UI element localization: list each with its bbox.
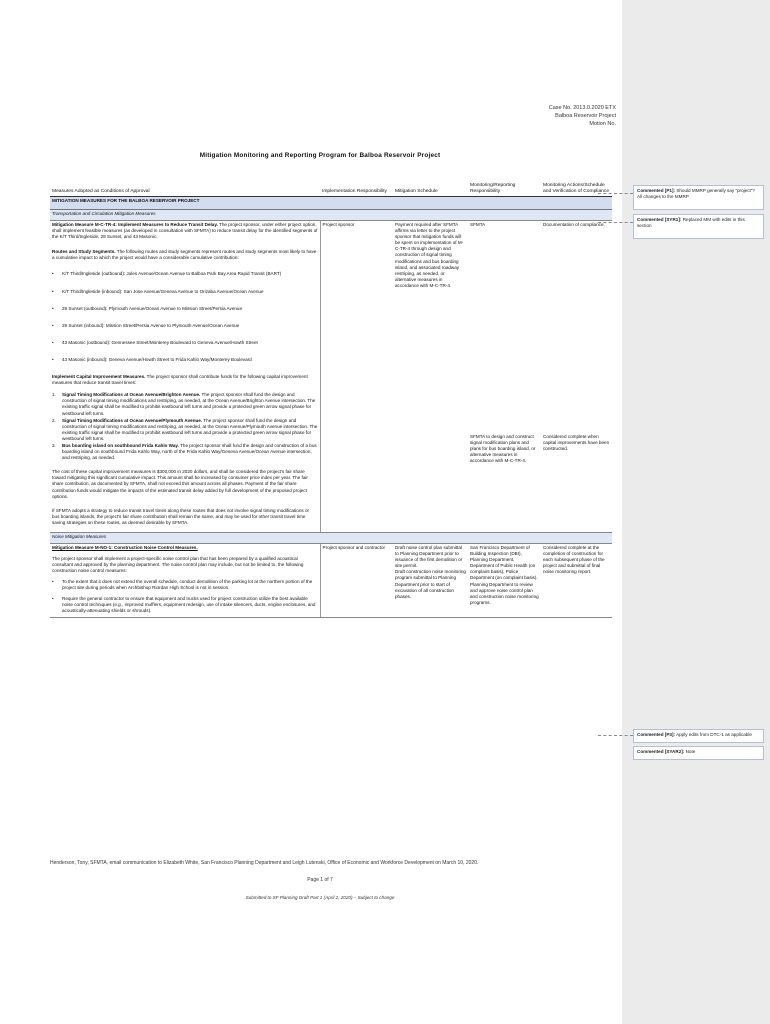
measure-text: The project sponsor, under either project option, shall implement feasible measures (as developed in consultation with SFMTA) to reduce transit delay for the identified segments of the K/T Third/Ingleside, 29 Sunset, and 43 Masonic.	[52, 222, 318, 240]
list-item: 1. Signal Timing Modifications at Ocean Avenue/Brighton Avenue. The project sponsor shall fund the design and construction of signal timing modifications and restriping, as needed, at the Ocean Avenue/Brighton Avenue intersection. The existing traffic signal shall be modified to prohibit eastbound left turns and provide a protected green arrow signal phase for westbound left turns.	[52, 392, 316, 416]
case-number: Case No. 2013.0.2020 ETX	[548, 105, 616, 111]
verification-text-1: Documentation of compliance.	[543, 222, 605, 227]
subsection-transportation: Transportation and Circulation Mitigation Measures	[50, 210, 612, 221]
comment-author: Commented [P1]:	[637, 188, 676, 193]
capital-heading: Implement Capital Improvement Measures.	[52, 374, 146, 380]
sfmta-paragraph: If SFMTA adopts a strategy to reduce transit travel times along these routes that does not involve signal timing modifications or bus boarding islands, the project's fair share contribution shall remain the same, and may be used for other transit travel time saving strategies on these routes, as deemed desirable by SFMTA.	[52, 507, 310, 525]
routes-text: The following routes and study segments represent routes and study segments most likely to have a cumulative impact to which the project would have a considerable cumulative contribution:	[52, 249, 317, 261]
list-item: 2. Signal Timing Modifications at Ocean Avenue/Plymouth Avenue. The project sponsor shall fund the design and construction of signal timing modifications and restriping, as needed, at the Ocean Avenue/Plymouth Avenue intersection. The existing traffic signal shall be modified to prohibit eastbound left turns and provide a protected green arrow signal phase for westbound left turns.	[52, 417, 318, 441]
table-row	[50, 544, 612, 618]
comment-text: Apply edits from DTC-1 as applicable	[676, 732, 752, 737]
comment-connector	[598, 193, 633, 194]
monitoring-cell: San Francisco Department of Building Inspection (DBI), Planning Department, Department of Public Health (on complaint basis), Police Department (on complaint basis). Planning Department to review and approve noise control plan and construction noise monitoring programs.	[468, 544, 541, 618]
project-name: Balboa Reservoir Project	[555, 113, 616, 119]
monitoring-text-1: SFMTA	[470, 222, 486, 227]
noise-measure-title: Mitigation Measure M-NO-1: Construction Noise Control Measures.	[52, 545, 198, 550]
list-item: • 29 Sunset (outbound): Plymouth Avenue/Ocean Avenue to Mission Street/Persia Avenue	[52, 305, 243, 311]
col-header-implementation: Implementation Responsibility	[320, 172, 393, 197]
header-case-info	[496, 104, 616, 128]
monitoring-text-2: SFMTA to design and construct signal modification plans and plans for bus boarding island, or alternative measures in accordance with M-C-TR-4.	[470, 434, 536, 464]
verification-cell	[541, 221, 612, 533]
comment-balloon[interactable]	[633, 185, 764, 210]
capital-text: The project sponsor shall contribute funds for the following capital improvement measures that reduce transit travel times:	[52, 374, 308, 386]
comment-text: Replaced MM with edits in this section	[637, 217, 745, 228]
noise-measure-text: The project sponsor shall implement a project-specific noise control plan that has been prepared by a qualified acoustical consultant and approved by the planning department. The noise control plan may include, but not be limited to, the following construction noise control measures:	[52, 556, 304, 574]
measure-cell	[50, 221, 320, 533]
comments-pane	[622, 0, 770, 1024]
list-item: 3. Bus boarding island on southbound Frida Kahlo Way. The project sponsor shall fund the design and construction of a bus boarding island on southbound Frida Kahlo Way, north of the Frida Kahlo Way/Geneva Avenue/Ocean Avenue intersection, and restriping, as needed.	[52, 442, 317, 461]
list-item: • K/T Third/Ingleside (inbound): San Jose Avenue/Geneva Avenue to Orizaba Avenue/Ocean Avenue	[52, 288, 264, 294]
list-item: • To the extent that it does not extend the overall schedule, conduct demolition of the parking lot at the northern portion of the project site during periods when Archbishop Riordan High School is not in session.	[52, 579, 313, 591]
footnote: Henderson, Tony, SFMTA, email communication to Elizabeth White, San Francisco Planning Department and Leigh Lutenski, Office of Economic and Workforce Development on March 10, 2020.	[50, 860, 479, 866]
comment-connector	[598, 735, 633, 736]
schedule-cell: Payment required after SFMTA affirms via letter to the project sponsor that mitigation funds will be spent on implementation of M-C-TR-4 through design and construction of signal timing modifications and bus boarding island, and associated roadway restriping, as needed, or alternative measures in accordance with M-C-TR-4.	[393, 221, 468, 533]
comment-author: Commented [SYAR2]:	[637, 749, 685, 754]
mmrp-table	[50, 172, 612, 618]
implementation-cell: Project sponsor and contractor	[320, 544, 393, 618]
page-title: Mitigation Monitoring and Reporting Program for Balboa Reservoir Project	[199, 152, 441, 159]
comment-balloon[interactable]	[633, 214, 764, 239]
cost-paragraph: The cost of these capital improvement measures is $300,000 in 2020 dollars, and shall be considered the project's fair share toward mitigating this significant cumulative impact. This amount shall be increased by consumer price index per year. The fair share contribution, as documented by SFMTA, shall not exceed this amount across all phases. Payment of the fair share contribution funds would mitigate the impacts of the estimated transit delay added by full development of the proposed project options.	[52, 469, 308, 499]
col-header-monitoring: Monitoring/Reporting Responsibility	[468, 172, 541, 197]
col-header-verification: Monitoring Actions/Schedule and Verification of Compliance	[541, 172, 612, 197]
list-item: • 43 Masonic (inbound): Geneva Avenue/Howth Street to Frida Kahlo Way/Monterey Boulevard	[52, 356, 252, 362]
section-band: MITIGATION MEASURES FOR THE BALBOA RESERVOIR PROJECT	[50, 197, 612, 210]
measure-cell	[50, 544, 320, 618]
verification-text-2: Considered complete when capital improvements have been constructed.	[543, 434, 610, 452]
table-row	[50, 221, 612, 533]
list-item: • Require the general contractor to ensure that equipment and trucks used for project construction utilize the best available noise control techniques (e.g., improved mufflers, equipment redesign, use of intake silencers, ducts, engine enclosures, and acoustically-attenuating shields or shrouds).	[52, 595, 316, 613]
verification-cell: Considered complete at the completion of construction for each subsequent phase of the project and submittal of final noise monitoring report.	[541, 544, 612, 618]
schedule-cell: Draft noise control plan submittal to Planning Department prior to issuance of the first demolition or site permit. Draft construction noise monitoring program submittal to Planning Department prior to start of excavation of all construction phases.	[393, 544, 468, 618]
list-item: • 43 Masonic (outbound): Gennessee Street/Monterey Boulevard to Geneva Avenue/Howth Street	[52, 339, 258, 345]
table-header-row	[50, 172, 612, 197]
list-item: • 29 Sunset (inbound): Mission Street/Persia Avenue to Plymouth Avenue/Ocean Avenue	[52, 322, 240, 328]
list-item: • K/T Third/Ingleside (outbound): Jules Avenue/Ocean Avenue to Balboa Park Bay Area Rapid Transit (BART)	[52, 271, 282, 277]
comment-balloon[interactable]	[633, 746, 764, 760]
comment-author: Commented [P3]:	[637, 732, 676, 737]
comment-balloon[interactable]	[633, 729, 764, 743]
implementation-cell: Project sponsor	[320, 221, 393, 533]
col-header-schedule: Mitigation Schedule	[393, 172, 468, 197]
comment-connector	[598, 222, 633, 223]
monitoring-cell	[468, 221, 541, 533]
col-header-measures: Measures Adopted as Conditions of Approval	[50, 172, 320, 197]
page-number: Page 1 of 7	[307, 877, 333, 883]
comment-text: Note	[685, 749, 696, 754]
comment-text: Should MMRP generally say “project”? All changes to the MMRP	[637, 188, 755, 199]
draft-notice: Submitted to SF Planning Draft Part 1 (April 2, 2020) – Subject to change	[245, 895, 395, 900]
measure-title: Mitigation Measure M-C-TR-4: Implement Measures to Reduce Transit Delay.	[52, 222, 218, 227]
subsection-noise: Noise Mitigation Measures	[50, 533, 612, 544]
comment-author: Commented [SYR1]:	[637, 217, 682, 222]
routes-heading: Routes and Study Segments.	[52, 249, 116, 255]
motion-number: Motion No.	[589, 121, 616, 127]
